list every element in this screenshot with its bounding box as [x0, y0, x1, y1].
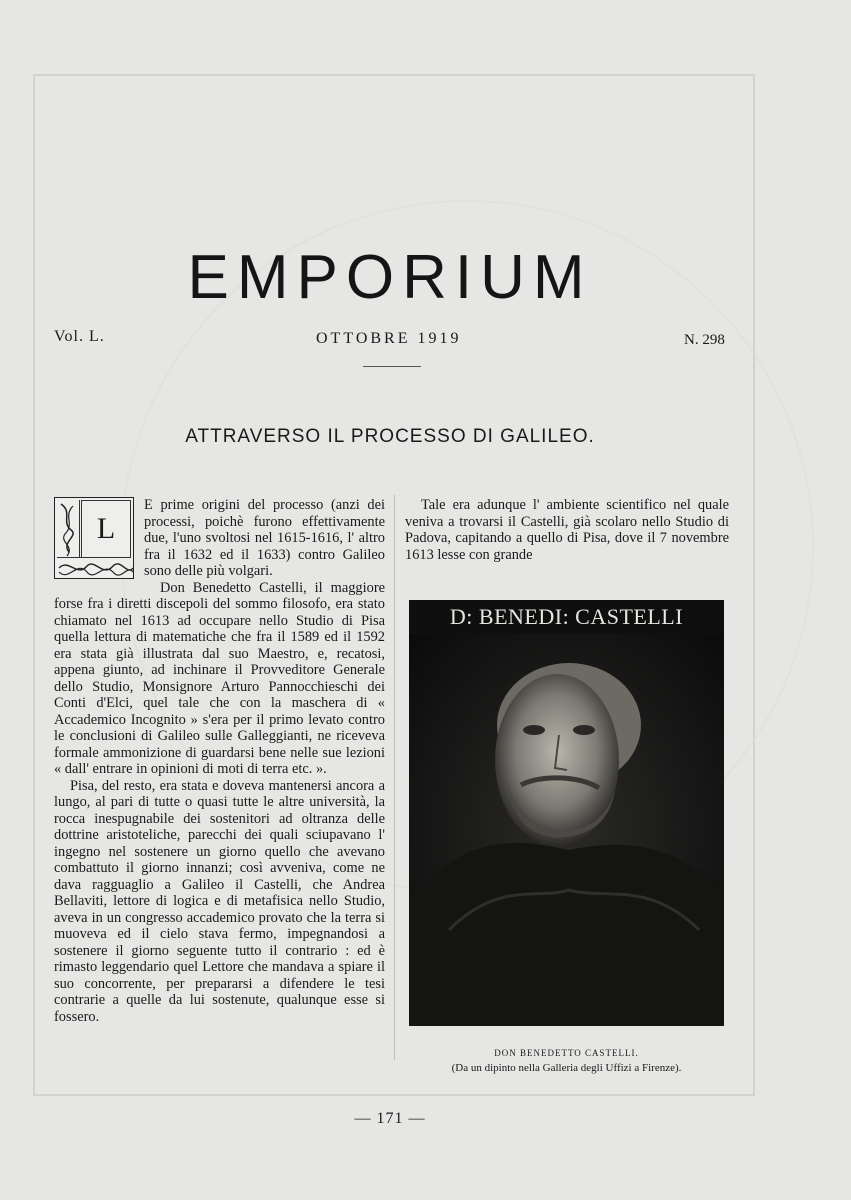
paragraph: E prime origini del processo (anzi dei processi, poichè furono effettivamente due, l'uno svoltosi nel 1615-1616, l' altro fra il 1632 ed il 1633) contro Galileo sono delle più volgari. — [144, 497, 385, 579]
ornament-bottom-panel — [57, 557, 131, 576]
left-column — [54, 497, 385, 1025]
paragraph: Don Benedetto Castelli, il maggiore forse fra i diretti discepoli del sommo filosofo, era stato chiamato nel 1613 ad occupare nello Studio di Pisa quella lettura di matematiche che fra il 1589 ed il 1592 era stata già illustrata dal suo Maestro, e, recatosi, appena giunto, ad inchinare il Provveditore Generale dello Studio, Monsignore Arturo Pannocchieschi dei Conti d'Elci, quel tale che con la maschera di « Accademico Incognito » s'era per il primo levato contro le conclusioni di Galileo sulle Galleggianti, ne riceveva formale ammonizione di guardarsi bene nelle sue lezioni « dall' entrare in opinioni di moti di terra etc. ». — [54, 579, 385, 777]
portrait-drawing — [409, 600, 724, 1026]
paragraph: Pisa, del resto, era stata e doveva mantenersi ancora a lungo, al pari di tutte o quasi tutte le altre università, la rocca inespugnabile dei sostenitori ad oltranza delle dottrine aristoteliche, parecchi dei quali sciupavano l' ingegno nel sostenere un giorno quello che avevano combattuto il giorno innanzi; così avveniva, come ne dava ragguaglio a Galileo il Castelli, che Andrea Bellaviti, lettore di logica e di metafisica nello Studio, aveva in un congresso accademico provato che la terra si muoveva ed il cielo stava fermo, impegnandosi a sostenere il giorno seguente tutto il contrario : ed è rimasto leggendario quel Lettore che mandava a spiare il suo concorrente, per prepararsi a difendere le tesi contrarie a quelle da lui sostenute, qualunque esse si fossero. — [54, 777, 385, 1025]
portrait-image — [409, 600, 724, 1026]
paragraph: Tale era adunque l' ambiente scientifico nel quale veniva a trovarsi il Castelli, già scolaro nello Studio di Padova, capitando a quello di Pisa, dove il 7 novembre 1613 lesse con grande — [405, 497, 729, 563]
issue-date: OTTOBRE 1919 — [316, 330, 462, 347]
figure-caption-title: DON BENEDETTO CASTELLI. — [494, 1048, 639, 1058]
right-column — [405, 497, 729, 563]
ornament-left-panel — [57, 500, 80, 558]
volume-label: Vol. L. — [54, 328, 105, 345]
drop-cap-letter: L — [81, 500, 131, 558]
ornamental-initial — [54, 497, 134, 579]
column-divider — [394, 495, 395, 1060]
article-title: ATTRAVERSO IL PROCESSO DI GALILEO. — [185, 426, 595, 447]
portrait-inscription: D: BENEDI: CASTELLI — [449, 604, 684, 629]
journal-masthead: EMPORIUM — [187, 243, 593, 312]
issue-number: N. 298 — [684, 332, 725, 348]
figure-caption-source: (Da un dipinto nella Galleria degli Uffizi a Firenze). — [451, 1062, 682, 1074]
page-number: — 171 — — [354, 1110, 426, 1127]
header-divider — [363, 366, 421, 367]
